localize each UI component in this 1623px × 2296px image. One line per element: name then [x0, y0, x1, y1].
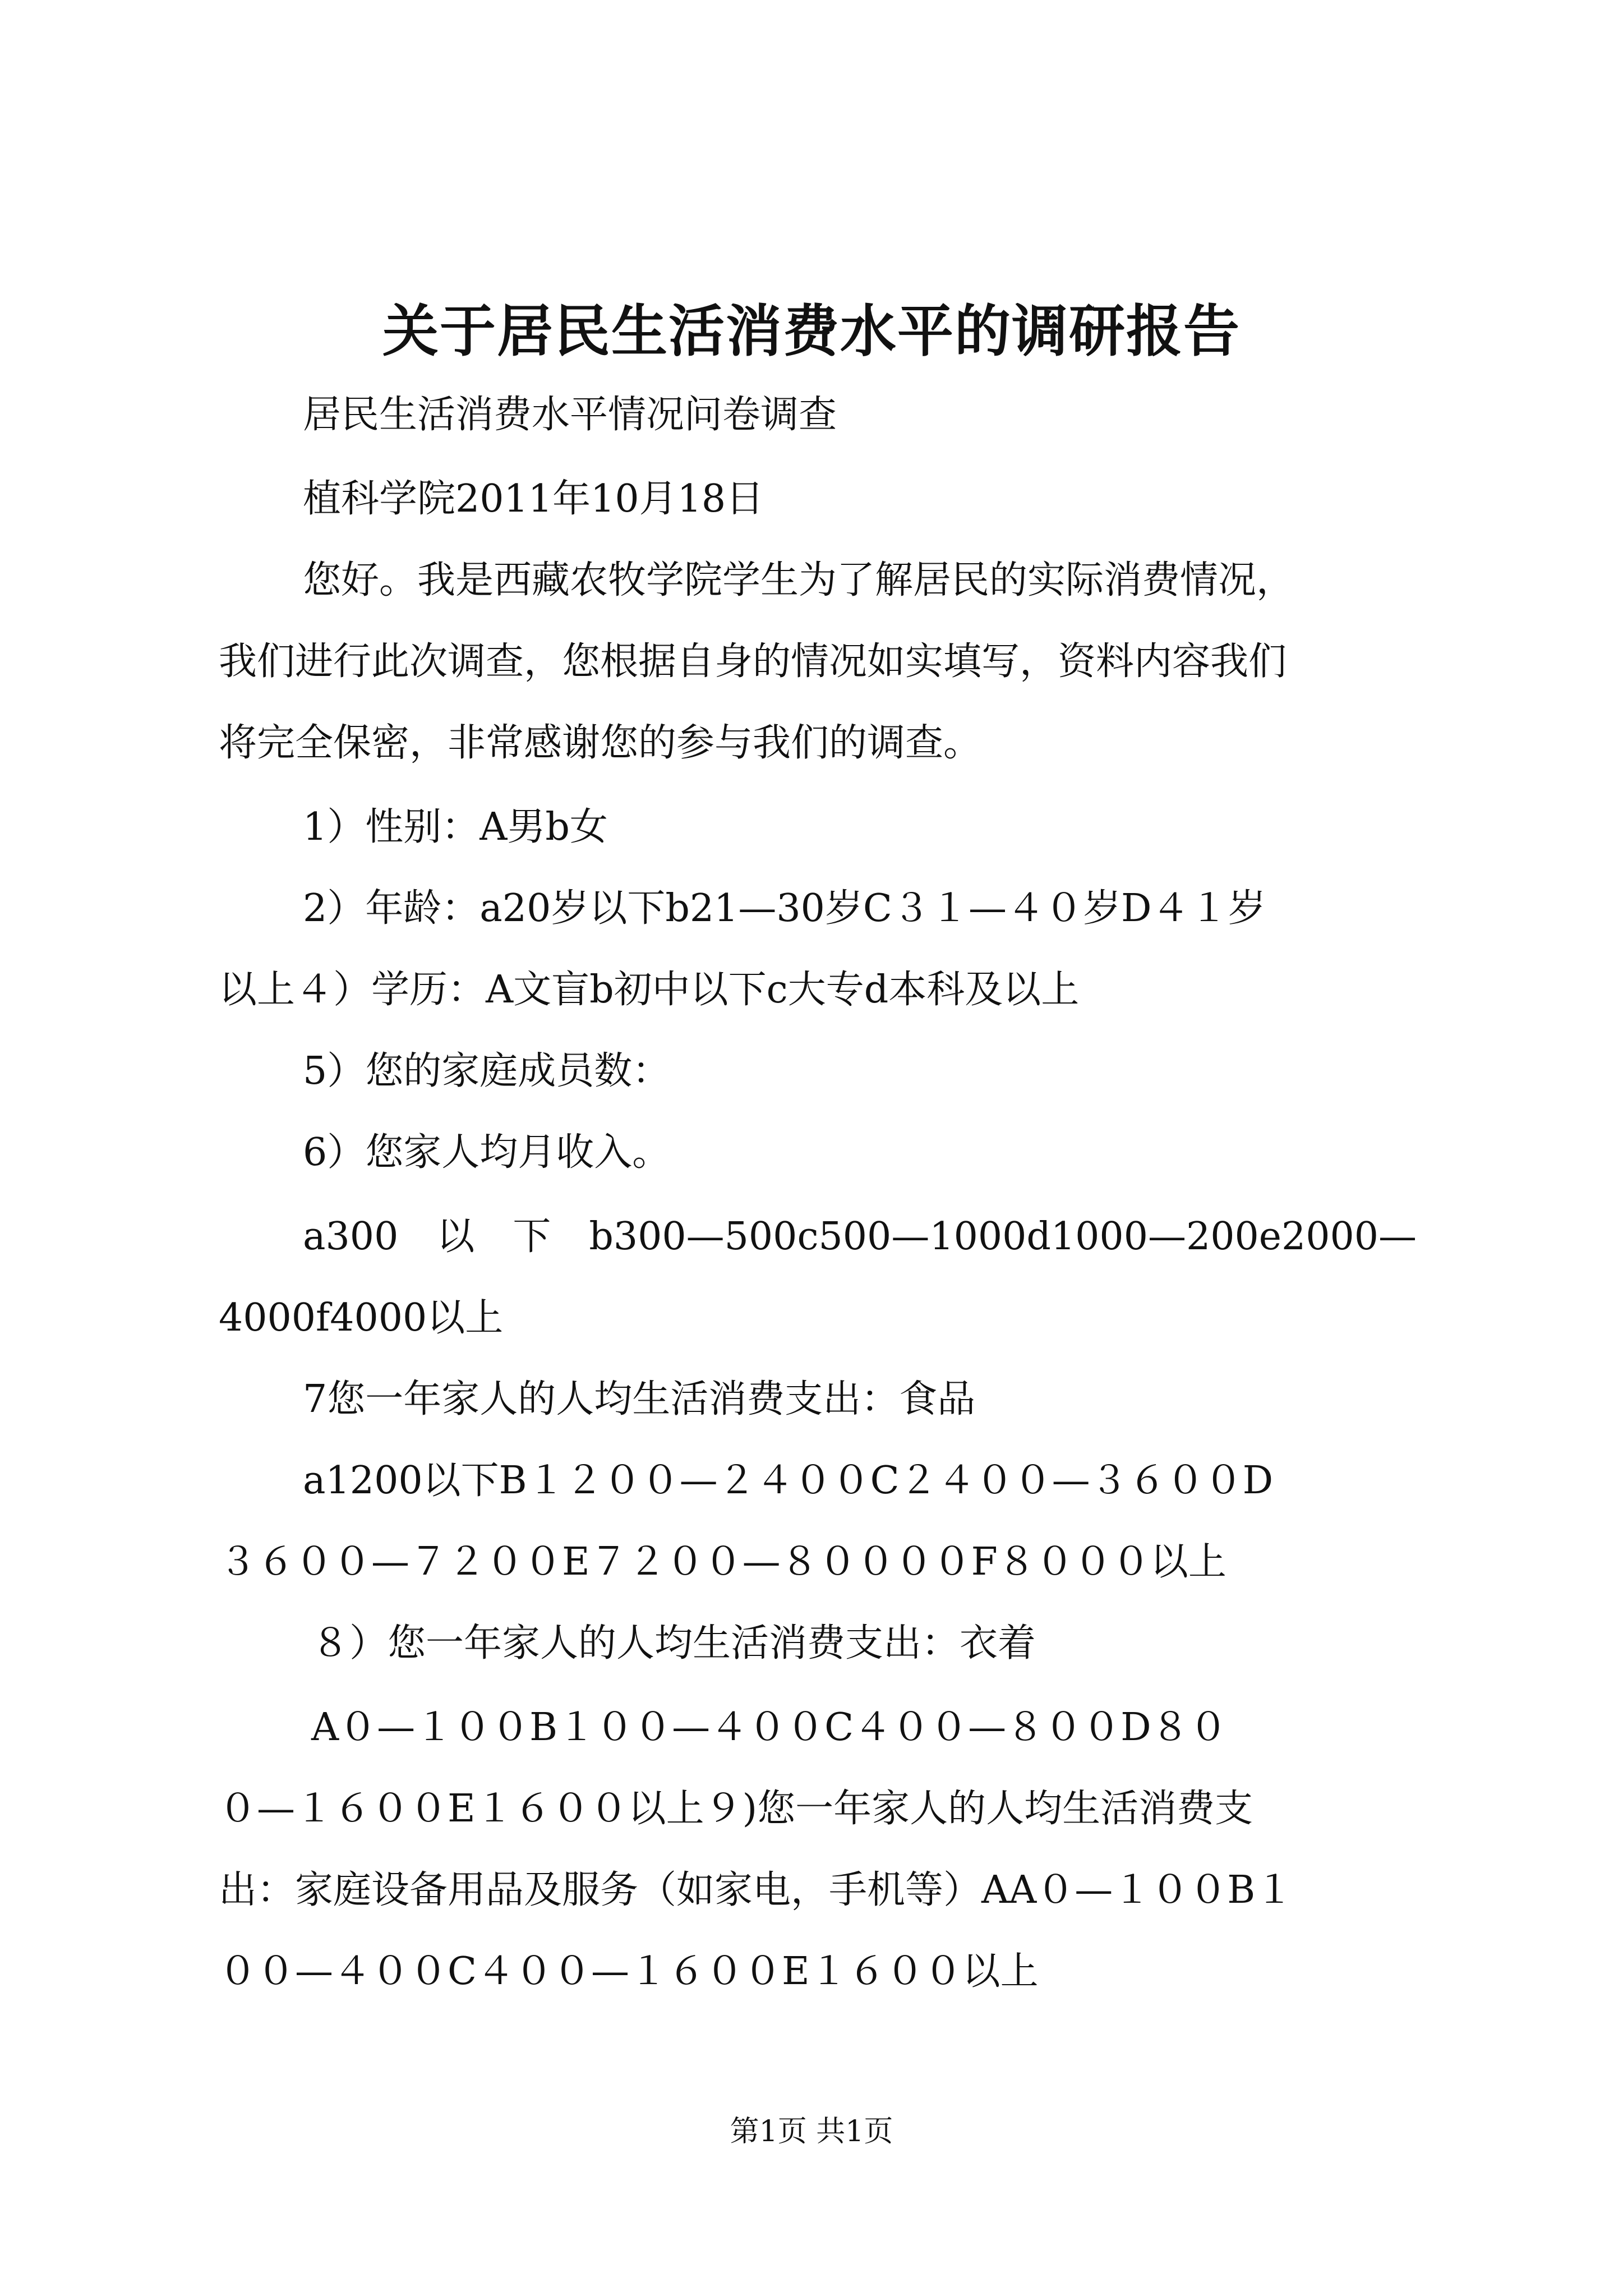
- intro-line-2: 我们进行此次调查，您根据自身的情况如实填写，资料内容我们: [219, 639, 1287, 684]
- intro-line-3: 将完全保密，非常感谢您的参与我们的调查。: [219, 721, 982, 765]
- question-6: 6）您家人均月收入。: [303, 1130, 671, 1175]
- question-7-options-line-1: a1200以下B１２００—２４００C２４００—３６００D: [303, 1458, 1274, 1503]
- date-line: 植科学院2011年10月18日: [303, 477, 764, 521]
- document-title: 关于居民生活消费水平的调研报告: [382, 298, 1241, 364]
- page-number-footer: 第1页 共1页: [730, 2115, 893, 2148]
- question-6-options-line-1: a300 以 下 b300—500c500—1000d1000—200e2000—: [303, 1214, 1417, 1259]
- question-5: 5）您的家庭成员数：: [303, 1049, 671, 1093]
- question-7-options-line-2: ３６００—７２００E７２００—８００００F８０００以上: [219, 1540, 1227, 1584]
- intro-line-1: 您好。我是西藏农牧学院学生为了解居民的实际消费情况，: [303, 558, 1295, 602]
- question-9-line-3: ００—４００C４００—１６００E１６００以上: [219, 1949, 1039, 1994]
- question-9-line-2: 出：家庭设备用品及服务（如家电，手机等）AA０—１００B１: [219, 1868, 1294, 1912]
- question-1: 1）性别：A男b女: [303, 805, 608, 849]
- subtitle-line: 居民生活消费水平情况问卷调查: [303, 393, 837, 437]
- question-2-line-1: 2）年龄：a20岁以下b21—30岁C３１—４０岁D４１岁: [303, 886, 1266, 931]
- question-7: 7您一年家人的人均生活消费支出：食品: [303, 1377, 976, 1421]
- question-6-options-line-2: 4000f4000以上: [219, 1296, 504, 1340]
- question-8-options-line-1: A０—１００B１００—４００C４００—８００D８０: [311, 1705, 1228, 1750]
- question-9-line-1: ０—１６００E１６００以上９)您一年家人的人均生活消费支: [219, 1787, 1253, 1831]
- question-2-line-2: 以上４）学历：A文盲b初中以下c大专d本科及以上: [219, 968, 1080, 1012]
- question-8: ８）您一年家人的人均生活消费支出：衣着: [311, 1621, 1036, 1665]
